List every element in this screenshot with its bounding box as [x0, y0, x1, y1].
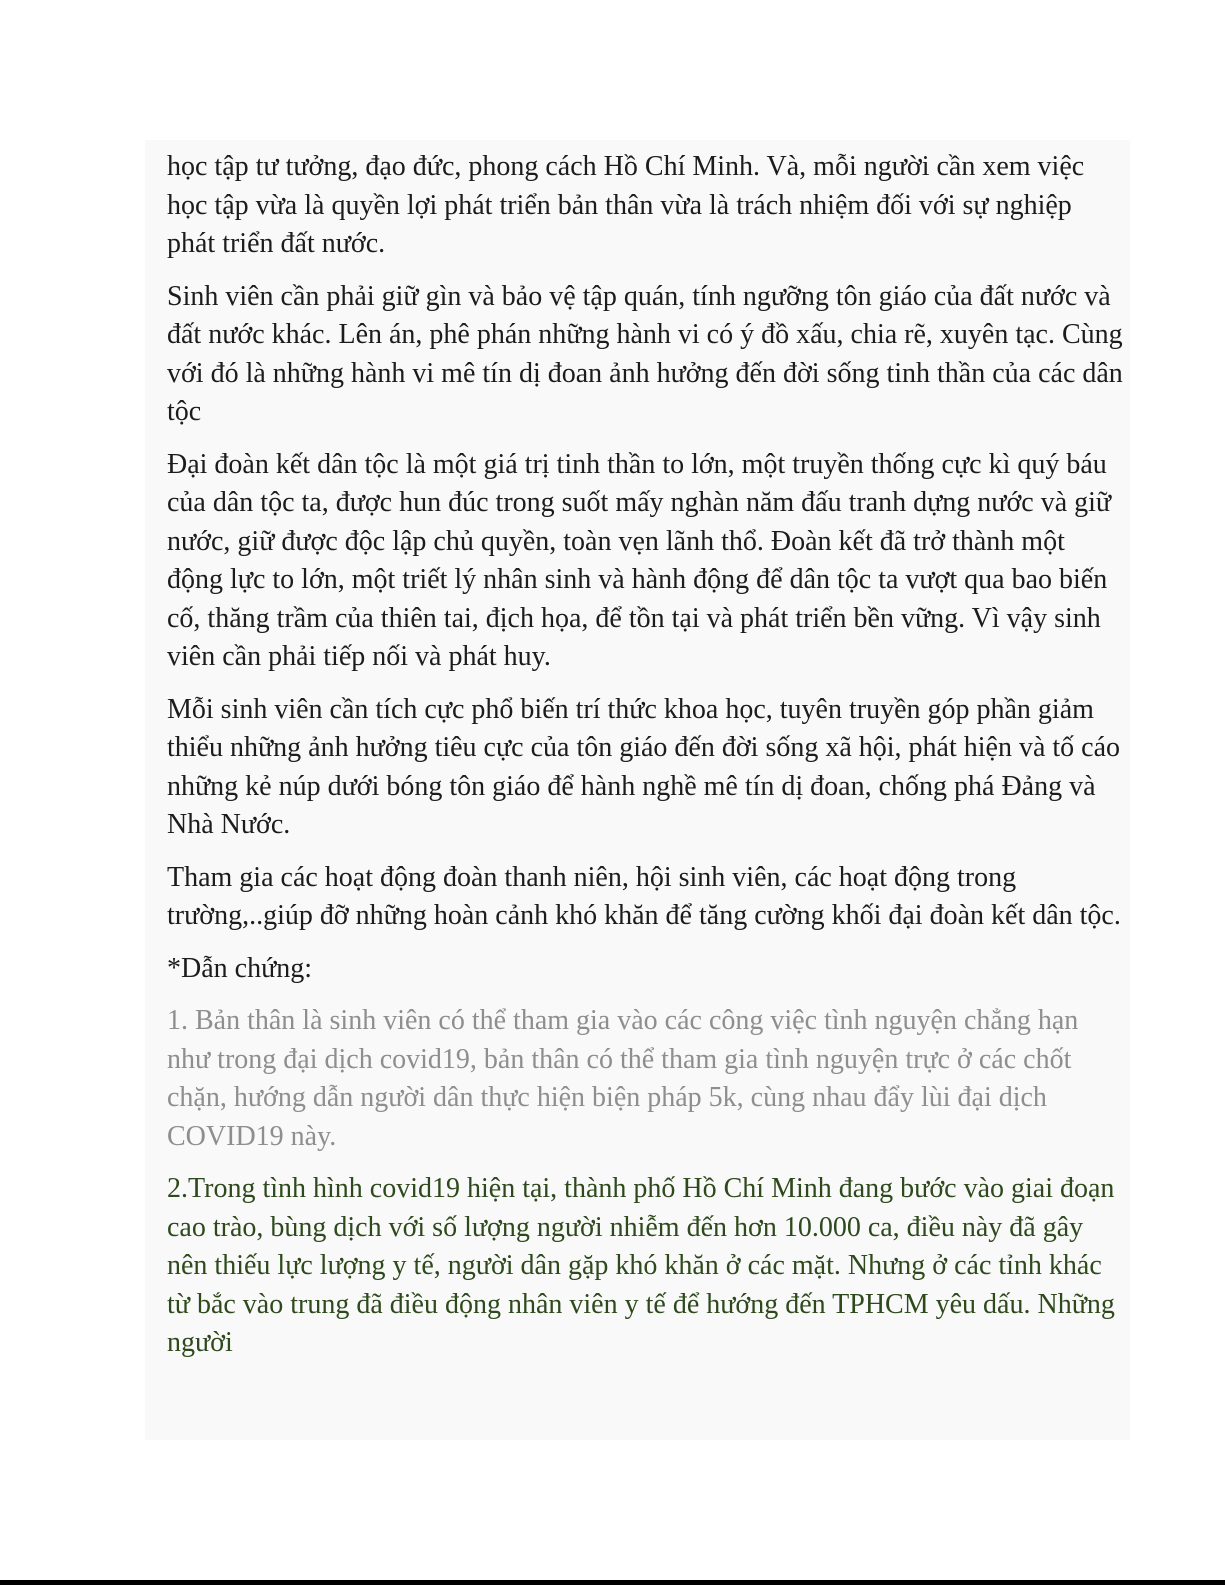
document-page [145, 140, 1130, 1440]
paragraph-science: Mỗi sinh viên cần tích cực phổ biến trí thức khoa học, tuyên truyền góp phần giảm thiểu những ảnh hưởng tiêu cực của tôn giáo đến đời sống xã hội, phát hiện và tố cáo những kẻ núp dưới bóng tôn giáo để hành nghề mê tín dị đoan, chống phá Đảng và Nhà Nước. [167, 693, 1121, 840]
document-body [167, 148, 1125, 1377]
evidence-heading: *Dẫn chứng: [167, 952, 313, 984]
page-bottom-border [0, 1580, 1225, 1585]
paragraph-activities: Tham gia các hoạt động đoàn thanh niên, hội sinh viên, các hoạt động trong trường,..giúp đỡ những hoàn cảnh khó khăn để tăng cường khối đại đoàn kết dân tộc. [167, 861, 1121, 931]
evidence-item-1: 1. Bản thân là sinh viên có thể tham gia vào các công việc tình nguyện chẳng hạn như trong đại dịch covid19, bản thân có thể tham gia tình nguyện trực ở các chốt chặn, hướng dẫn người dân thực hiện biện pháp 5k, cùng nhau đẩy lùi đại dịch COVID19 này. [167, 1005, 1079, 1152]
paragraph-solidarity: Đại đoàn kết dân tộc là một giá trị tinh thần to lớn, một truyền thống cực kì quý báu của dân tộc ta, được hun đúc trong suốt mấy nghàn năm đấu tranh dựng nước và giữ nước, giữ được độc lập chủ quyền, toàn vẹn lãnh thổ. Đoàn kết đã trở thành một động lực to lớn, một triết lý nhân sinh và hành động để dân tộc ta vượt qua bao biến cố, thăng trầm của thiên tai, địch họa, để tồn tại và phát triển bền vững. Vì vậy sinh viên cần phải tiếp nối và phát huy. [167, 448, 1112, 672]
paragraph-religion: Sinh viên cần phải giữ gìn và bảo vệ tập quán, tính ngưỡng tôn giáo của đất nước và đất nước khác. Lên án, phê phán những hành vi có ý đồ xấu, chia rẽ, xuyên tạc. Cùng với đó là những hành vi mê tín dị đoan ảnh hưởng đến đời sống tinh thần của các dân tộc [167, 280, 1123, 427]
paragraph-study: học tập tư tưởng, đạo đức, phong cách Hồ Chí Minh. Và, mỗi người cần xem việc học tập vừa là quyền lợi phát triển bản thân vừa là trách nhiệm đối với sự nghiệp phát triển đất nước. [167, 151, 1085, 259]
evidence-item-2: 2.Trong tình hình covid19 hiện tại, thành phố Hồ Chí Minh đang bước vào giai đoạn cao trào, bùng dịch với số lượng người nhiễm đến hơn 10.000 ca, điều này đã gây nên thiếu lực lượng y tế, người dân gặp khó khăn ở các mặt. Nhưng ở các tỉnh khác từ bắc vào trung đã điều động nhân viên y tế để hướng đến TPHCM yêu dấu. Những người [167, 1173, 1115, 1358]
